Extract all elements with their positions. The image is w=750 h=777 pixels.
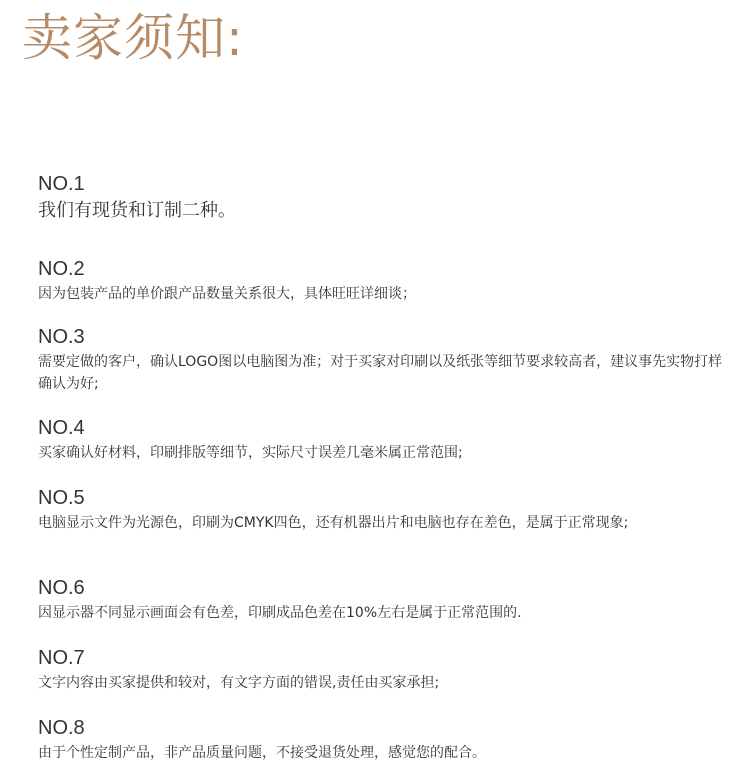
notice-text: 因显示器不同显示画面会有色差，印刷成品色差在10%左右是属于正常范围的.: [38, 605, 522, 621]
notice-text: 电脑显示文件为光源色，印刷为CMYK四色，还有机器出片和电脑也存在差色，是属于正常现象;: [38, 515, 629, 531]
notice-text: 我们有现货和订制二种。: [38, 200, 236, 221]
notice-text: 因为包装产品的单价跟产品数量关系很大，具体旺旺详细谈；: [38, 286, 416, 302]
notice-item-4: [38, 416, 728, 464]
notice-number: NO.6: [38, 577, 85, 599]
notice-item-3: [38, 325, 728, 395]
notice-item-6: [38, 576, 728, 624]
notice-text: 买家确认好材料，印刷排版等细节，实际尺寸误差几毫米属正常范围;: [38, 445, 463, 461]
notice-number: NO.8: [38, 717, 85, 739]
page-title: 卖家须知:: [22, 9, 244, 67]
notice-item-1: [38, 172, 728, 224]
notice-item-8: [38, 716, 728, 764]
notice-text: 文字内容由买家提供和较对，有文字方面的错误,责任由买家承担;: [38, 675, 440, 691]
notice-number: NO.2: [38, 258, 85, 280]
notice-item-7: [38, 646, 728, 694]
notice-text: 需要定做的客户，确认LOGO图以电脑图为准；对于买家对印刷以及纸张等细节要求较高者，建议事先实物打样确认为好;: [38, 354, 723, 392]
notice-number: NO.3: [38, 326, 85, 348]
notice-number: NO.1: [38, 173, 85, 195]
notice-number: NO.5: [38, 487, 85, 509]
notice-number: NO.4: [38, 417, 85, 439]
notice-text: 由于个性定制产品，非产品质量问题，不接受退货处理，感觉您的配合。: [38, 745, 486, 761]
notice-item-5: [38, 486, 728, 534]
notice-number: NO.7: [38, 647, 85, 669]
notice-item-2: [38, 257, 728, 305]
